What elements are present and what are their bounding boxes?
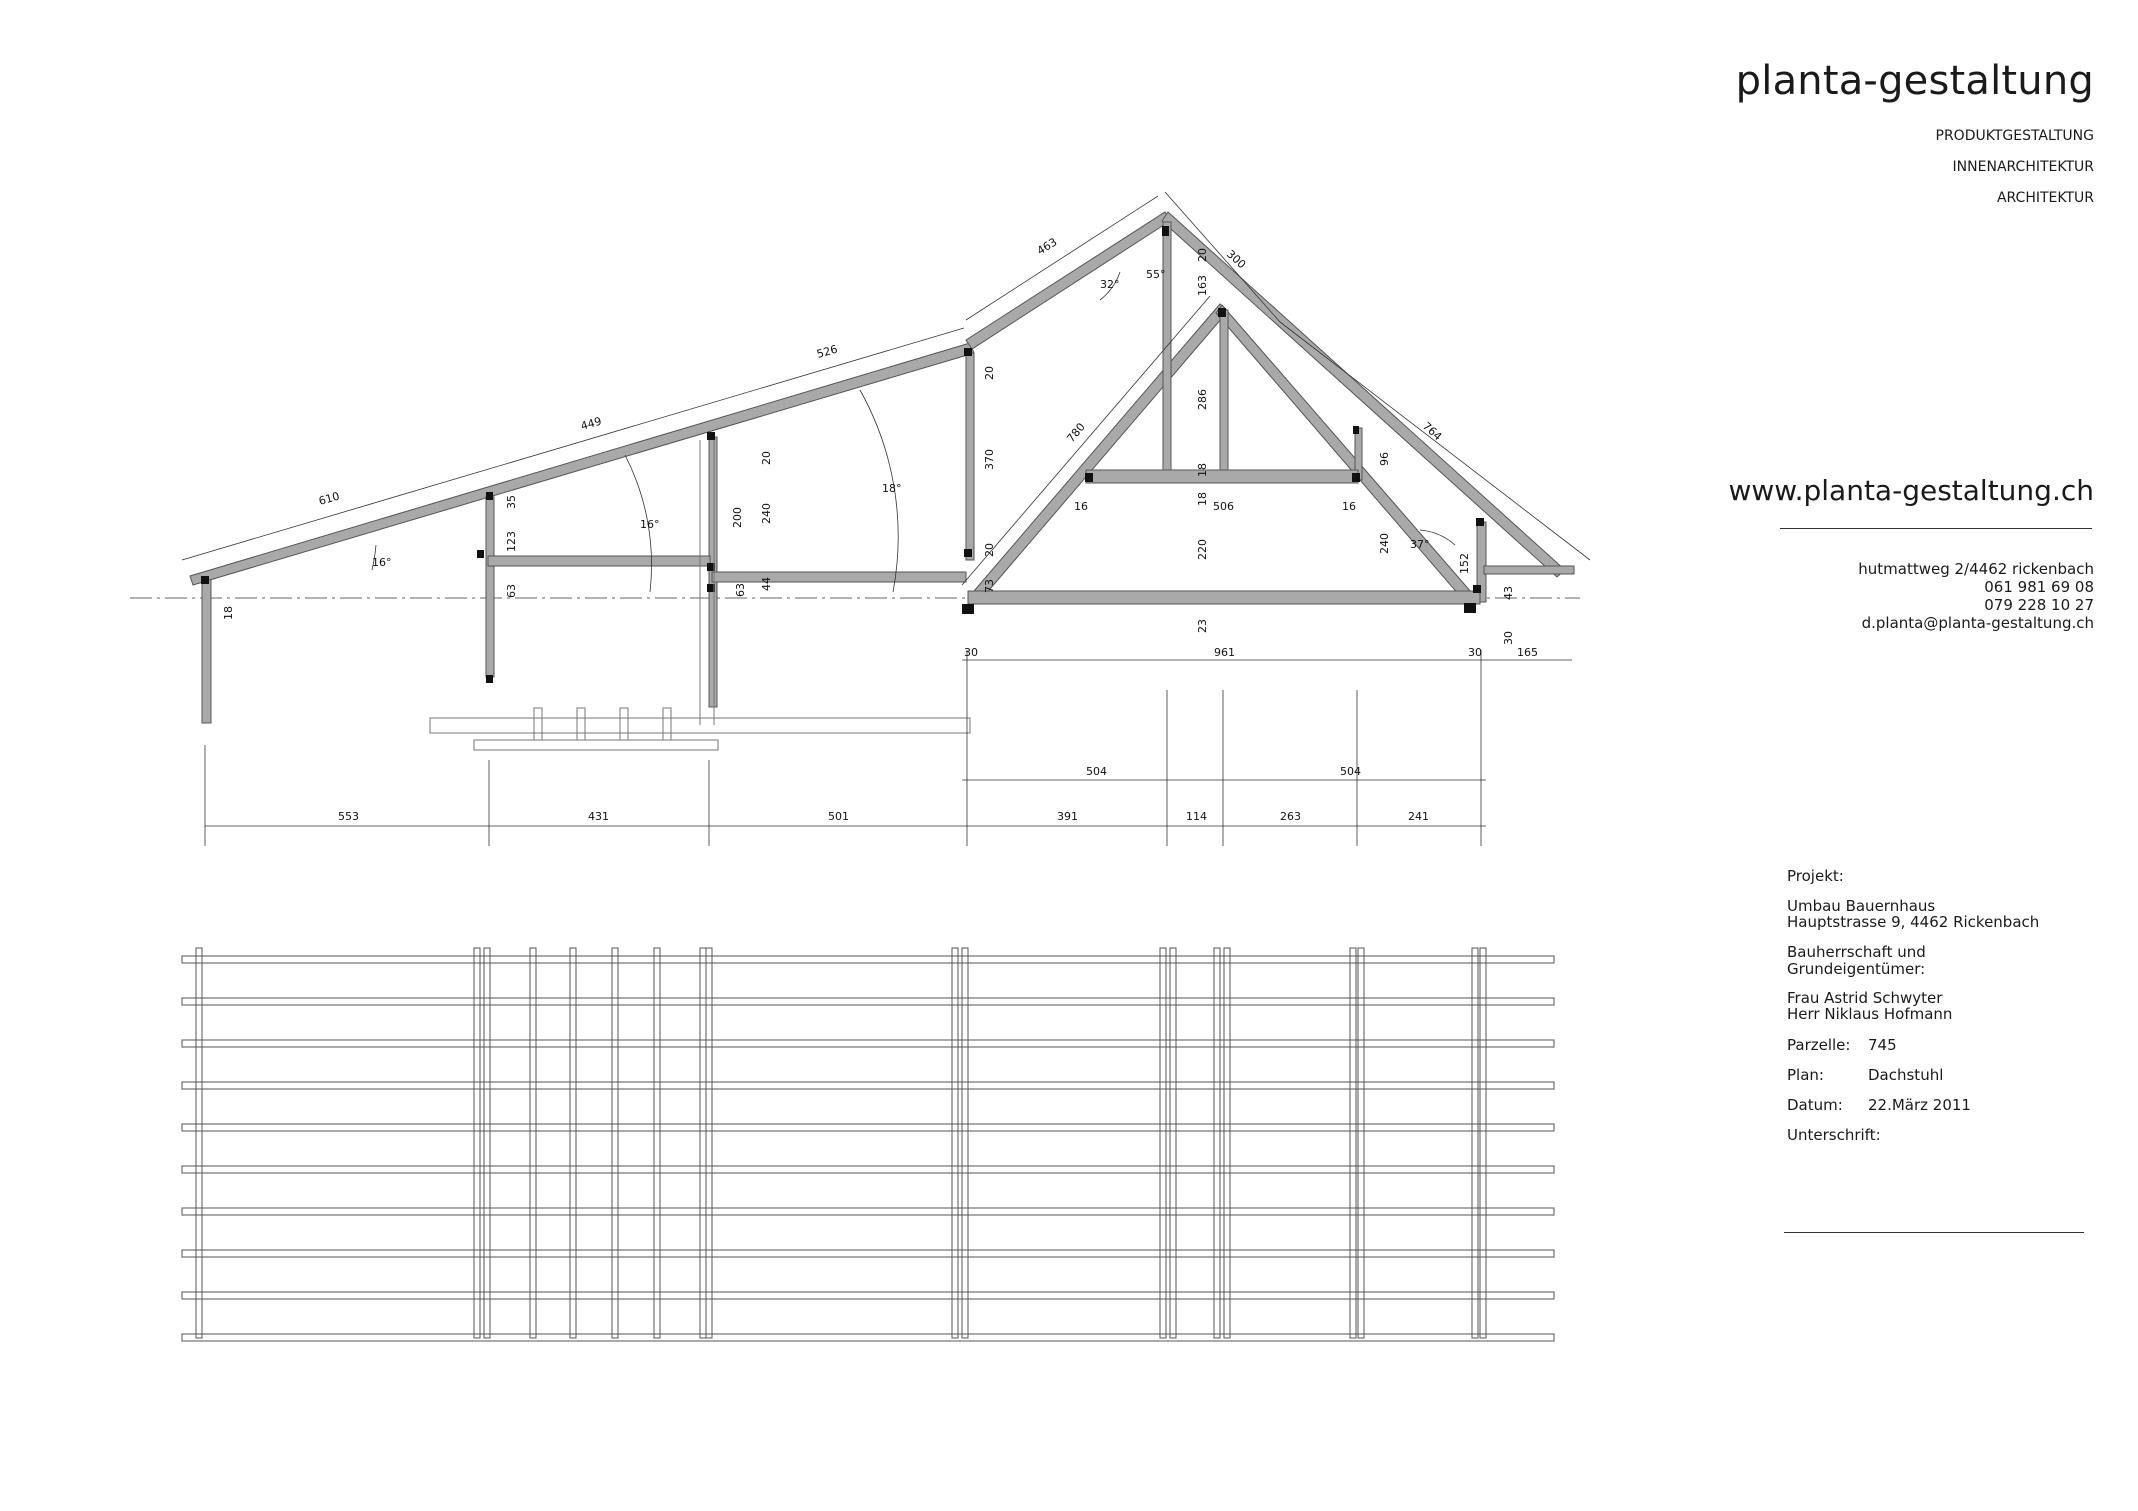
plan-beam [484,948,490,1338]
rafter-left-upper [966,212,1170,349]
plan-rafter [182,956,1554,963]
dim-height: 44 [760,577,773,591]
post-2 [486,497,494,677]
plan-beam [962,948,968,1338]
plan-beam [952,948,958,1338]
eave-right [1484,566,1574,574]
service-architecture: ARCHITEKTUR [1996,190,2094,206]
dim-angle: 16° [640,518,660,531]
date-label: Datum: [1787,1096,1843,1114]
floor-beam-mid [712,572,966,582]
dim-bay: 263 [1280,810,1301,823]
plan-beam [1224,948,1230,1338]
owner-label: Bauherrschaft und Grundeigentümer: [1787,943,1926,978]
plan-rafter [182,1124,1554,1131]
service-product-design: PRODUKTGESTALTUNG [1935,128,2094,144]
dim-height: 18 [1196,492,1209,506]
post-left-end [202,580,211,723]
plan-rafter [182,1040,1554,1047]
dim-height: 35 [505,495,518,509]
project-label: Projekt: [1787,867,1844,885]
dim-base: 30 [1468,646,1482,659]
dim-height: 152 [1458,553,1471,574]
roof-plan-view [182,948,1554,1341]
dim-beam: 16 [1074,500,1088,513]
post-4 [966,353,974,560]
dim-height: 20 [983,543,996,557]
dim-rafter: 300 [1223,247,1249,272]
owner-2: Herr Niklaus Hofmann [1787,1005,1953,1023]
dim-beam: 506 [1213,500,1234,513]
dim-height: 30 [1502,631,1515,645]
truss-left-rafter [968,304,1228,603]
plan-beam [1480,948,1486,1338]
dim-height: 63 [505,584,518,598]
dim-half: 504 [1086,765,1107,778]
dim-height: 23 [1196,619,1209,633]
dim-beam: 16 [1342,500,1356,513]
dim-height: 163 [1196,275,1209,296]
dim-bay: 553 [338,810,359,823]
dim-angle: 16° [372,556,392,569]
floor-beam-left [488,556,710,566]
dim-bay: 501 [828,810,849,823]
dim-bay: 241 [1408,810,1429,823]
plan-beam [474,948,480,1338]
king-post [1163,222,1171,472]
plan-rafter [182,998,1554,1005]
address-phone-2: 079 228 10 27 [1984,596,2094,614]
dim-rafter: 610 [317,489,342,508]
dim-height: 240 [760,503,773,524]
dim-angle: 32° [1100,278,1120,291]
dim-rafter: 449 [579,414,604,433]
dim-rafter: 526 [815,342,840,361]
dim-height: 370 [983,449,996,470]
dim-bay: 114 [1186,810,1207,823]
date-value: 22.März 2011 [1868,1096,1971,1114]
dim-rafter: 463 [1034,235,1060,258]
plan-beam [700,948,706,1338]
dim-bay: 391 [1057,810,1078,823]
parcel-label: Parzelle: [1787,1036,1851,1054]
dim-height: 220 [1196,539,1209,560]
plan-rafter [182,1166,1554,1173]
dim-half: 504 [1340,765,1361,778]
signature-label: Unterschrift: [1787,1126,1881,1144]
plan-beam [1472,948,1478,1338]
plan-label: Plan: [1787,1066,1824,1084]
plan-beam [1350,948,1356,1338]
plan-beam [706,948,712,1338]
dim-rafter: 764 [1419,419,1445,444]
address-street: hutmattweg 2/4462 rickenbach [1858,560,2094,578]
parcel-value: 745 [1868,1036,1897,1054]
address-phone-1: 061 981 69 08 [1984,578,2094,596]
dim-height: 20 [983,366,996,380]
plan-rafter [182,1334,1554,1341]
plan-rafter [182,1250,1554,1257]
dim-height: 18 [222,606,235,620]
dim-height: 123 [505,531,518,552]
dim-rafter: 780 [1064,420,1088,445]
dim-angle: 55° [1146,268,1166,281]
plan-rafter [182,1292,1554,1299]
dim-height: 18 [1196,463,1209,477]
website-link[interactable]: www.planta-gestaltung.ch [1728,474,2094,507]
signature-line [1784,1232,2084,1233]
queen-post [1220,310,1228,470]
project-name: Umbau Bauernhaus [1787,897,1936,915]
dim-angle: 37° [1410,538,1430,551]
plan-beam [196,948,202,1338]
dim-height: 286 [1196,389,1209,410]
plan-beam [654,948,660,1338]
plan-beam [1214,948,1220,1338]
plan-beam [1160,948,1166,1338]
plan-beam [1358,948,1364,1338]
plan-beam [1170,948,1176,1338]
plan-value: Dachstuhl [1868,1066,1944,1084]
dim-base: 30 [964,646,978,659]
brand-name: planta-gestaltung [1735,58,2094,104]
dim-base: 165 [1517,646,1538,659]
title-divider [1780,528,2092,529]
dim-height: 73 [983,579,996,593]
plan-beam [570,948,576,1338]
dim-height: 20 [760,451,773,465]
plan-beam [530,948,536,1338]
owner-1: Frau Astrid Schwyter [1787,989,1943,1007]
plan-rafter [182,1082,1554,1089]
dim-bay: 431 [588,810,609,823]
dim-height: 63 [734,583,747,597]
collar-beam [1086,470,1358,483]
service-interior-architecture: INNENARCHITEKTUR [1952,159,2094,175]
joints [201,226,1484,683]
dim-height: 20 [1196,248,1209,262]
dim-height: 96 [1378,452,1391,466]
roof-structure [190,212,1574,723]
rafter-left-lower [190,343,974,585]
address-email[interactable]: d.planta@planta-gestaltung.ch [1861,614,2094,632]
truss-right-rafter [1216,305,1478,603]
dim-height: 43 [1502,586,1515,600]
plan-rafter [182,1208,1554,1215]
dimension-texts [222,235,1538,823]
project-location: Hauptstrasse 9, 4462 Rickenbach [1787,913,2040,931]
dim-height: 200 [731,507,744,528]
tie-beam [968,591,1480,604]
dim-height: 240 [1378,533,1391,554]
dim-base: 961 [1214,646,1235,659]
plan-beam [612,948,618,1338]
dim-angle: 18° [882,482,902,495]
